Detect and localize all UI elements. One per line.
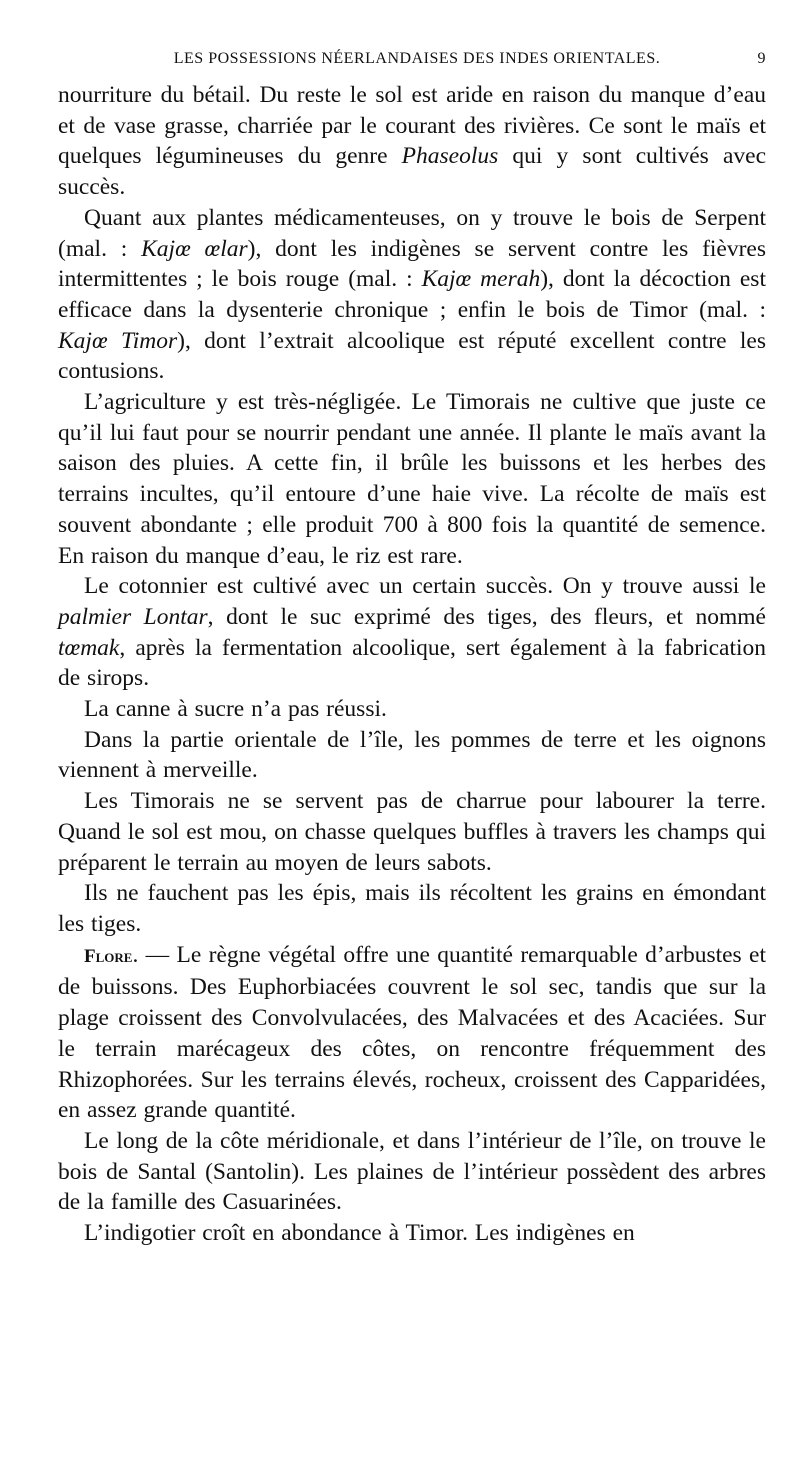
italic-term: Phaseolus bbox=[401, 143, 499, 170]
text-run: Les Timorais ne se servent pas de charrue pour labourer la terre. Quand le sol est mou, on chasse quelques buffles à travers les champs qui préparent le terrain au moyen de leurs sabots. bbox=[58, 788, 766, 876]
text-run: qui y sont cultivés avec succès. bbox=[58, 143, 766, 201]
italic-term: tœmak bbox=[58, 634, 120, 661]
running-title: LES POSSESSIONS NÉERLANDAISES DES INDES ORIENTALES. bbox=[173, 50, 661, 67]
text-run: ), dont l’extrait alcoolique est réputé excellent contre les contusions. bbox=[58, 327, 767, 385]
text-run: Quant aux plantes médicamenteuses, on y trouve le bois de Serpent (mal. : bbox=[58, 204, 766, 262]
paragraph bbox=[58, 571, 766, 694]
paragraph bbox=[58, 878, 766, 939]
text-run: La canne à sucre n’a pas réussi. bbox=[84, 696, 387, 723]
text-run: . — Le règne végétal offre une quantité remarquable d’arbustes et de buissons. Des Euphorbiacées couvrent le sol sec, tandis que sur la plage croissent des Convolvulacées, des Malvacées et des Acaciées. Sur le terrain marécageux des côtes, on rencontre fréquemment des Rhizophorées. Sur les terrains élevés, rocheux, croissent des Capparidées, en assez grande quantité. bbox=[58, 941, 766, 1124]
paragraph bbox=[58, 725, 766, 786]
text-run: ), dont les indigènes se servent contre les fièvres intermittentes ; le bois rouge (mal. : bbox=[58, 235, 767, 293]
text-run: Dans la partie orientale de l’île, les pommes de terre et les oignons viennent à merveille. bbox=[58, 726, 766, 784]
paragraph bbox=[58, 387, 766, 571]
text-run: , dont le suc exprimé des tiges, des fleurs, et nommé bbox=[207, 603, 766, 630]
paragraph bbox=[58, 940, 766, 1126]
italic-term: Kajœ Timor bbox=[58, 327, 178, 354]
text-run: L’indigotier croît en abondance à Timor. Les indigènes en bbox=[84, 1220, 635, 1247]
text-run: Le long de la côte méridionale, et dans l’intérieur de l’île, on trouve le bois de Santal (Santolin). Les plaines de l’intérieur possèdent des arbres de la famille des Casuarinées. bbox=[58, 1127, 766, 1216]
section-label: Flore bbox=[84, 945, 133, 967]
paragraph bbox=[58, 694, 766, 725]
paragraph bbox=[58, 203, 766, 387]
paragraph bbox=[58, 1126, 766, 1218]
page-number: 9 bbox=[757, 50, 766, 67]
text-run: L’agriculture y est très-négligée. Le Timorais ne cultive que juste ce qu’il lui faut pour se nourrir pendant une année. Il plante le maïs avant la saison des pluies. A cette fin, il brûle les buissons et les herbes des terrains incultes, qu’il entoure d’une haie vive. La récolte de maïs est souvent abondante ; elle produit 700 à 800 fois la quantité de semence. En raison du manque d’eau, le riz est rare. bbox=[58, 389, 766, 569]
text-run: , après la fermentation alcoolique, sert également à la fabrication de sirops. bbox=[58, 634, 766, 692]
paragraph bbox=[58, 80, 766, 203]
book-page bbox=[58, 50, 766, 1249]
italic-term: Kajœ œlar bbox=[141, 235, 248, 262]
text-run: Ils ne fauchent pas les épis, mais ils récoltent les grains en émondant les tiges. bbox=[58, 880, 766, 937]
text-run: ), dont la décoction est efficace dans la dysenterie chronique ; enfin le bois de Timor (mal. : bbox=[58, 266, 766, 323]
italic-term: palmier Lontar bbox=[58, 603, 208, 630]
paragraph bbox=[58, 786, 766, 878]
body-text bbox=[58, 80, 766, 1249]
italic-term: Kajœ merah bbox=[421, 266, 541, 293]
text-run: nourriture du bétail. Du reste le sol est aride en raison du manque d’eau et de vase grasse, charriée par le courant des rivières. Ce sont le maïs et quelques légumineuses du genre bbox=[58, 82, 766, 170]
text-run: Le cotonnier est cultivé avec un certain succès. On y trouve aussi le bbox=[84, 573, 766, 600]
paragraph bbox=[58, 1218, 766, 1249]
running-header bbox=[58, 50, 766, 80]
